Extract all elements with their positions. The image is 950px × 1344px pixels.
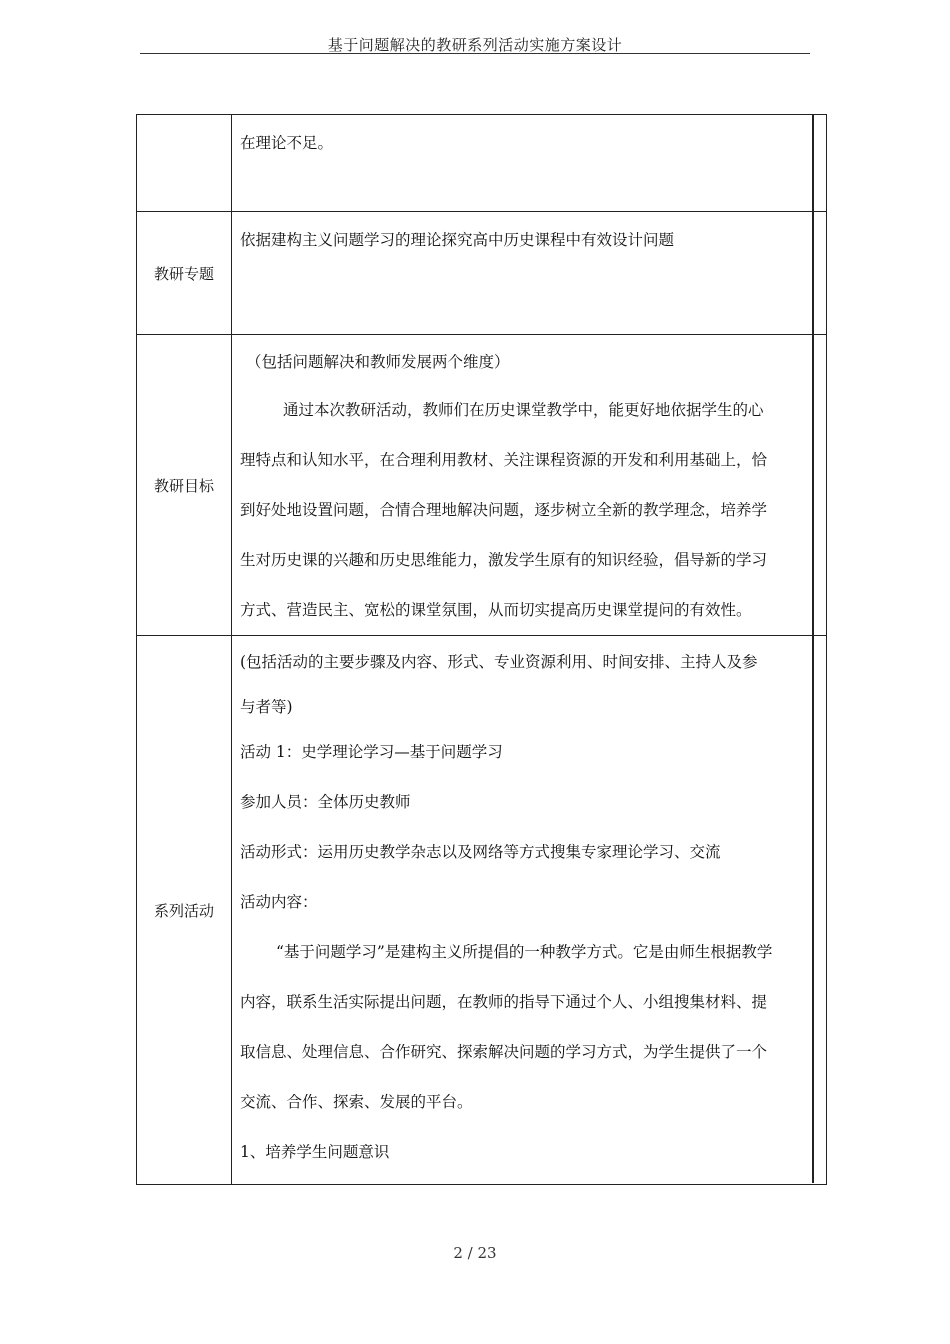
content-line: 生对历史课的兴趣和历史思维能力，激发学生原有的知识经验，倡导新的学习 xyxy=(240,551,768,569)
content-line: 活动形式：运用历史教学杂志以及网络等方式搜集专家理论学习、交流 xyxy=(240,843,721,861)
row-label-research-topic: 教研专题 xyxy=(137,212,232,335)
content-line: 与者等) xyxy=(240,698,293,716)
table-row xyxy=(137,335,827,636)
content-line: (包括活动的主要步骤及内容、形式、专业资源利用、时间安排、主持人及参 xyxy=(240,653,758,671)
content-line: 到好处地设置问题，合情合理地解决问题，逐步树立全新的教学理念，培养学 xyxy=(240,501,768,519)
content-line: 方式、营造民主、宽松的课堂氛围，从而切实提高历史课堂提问的有效性。 xyxy=(240,601,752,619)
row-label-empty xyxy=(137,115,232,212)
content-line: 理特点和认知水平，在合理利用教材、关注课程资源的开发和利用基础上，恰 xyxy=(240,451,768,469)
header-divider xyxy=(140,53,810,54)
content-line: （包括问题解决和教师发展两个维度） xyxy=(246,353,510,371)
content-line: 交流、合作、探索、发展的平台。 xyxy=(240,1093,473,1111)
content-line: 活动 1：史学理论学习—基于问题学习 xyxy=(240,743,503,761)
content-line: 1、培养学生问题意识 xyxy=(240,1143,390,1161)
content-line: 参加人员：全体历史教师 xyxy=(240,793,411,811)
content-line: 取信息、处理信息、合作研究、探索解决问题的学习方式，为学生提供了一个 xyxy=(240,1043,768,1061)
row-content xyxy=(232,636,827,1185)
row-content xyxy=(232,335,827,636)
row-content xyxy=(232,115,827,212)
content-line: 内容，联系生活实际提出问题，在教师的指导下通过个人、小组搜集材料、提 xyxy=(240,993,768,1011)
page-number: 2 / 23 xyxy=(453,1244,497,1262)
content-line: 活动内容： xyxy=(240,893,318,911)
content-line: 通过本次教研活动，教师们在历史课堂教学中，能更好地依据学生的心 xyxy=(283,401,764,419)
content-line: “基于问题学习”是建构主义所提倡的一种教学方式。它是由师生根据教学 xyxy=(276,943,773,961)
content-table xyxy=(136,114,827,1185)
row-content xyxy=(232,212,827,335)
table-row xyxy=(137,115,827,212)
table-row xyxy=(137,212,827,335)
table-right-border-shadow xyxy=(812,114,814,1183)
content-line: 依据建构主义问题学习的理论探究高中历史课程中有效设计问题 xyxy=(240,231,675,249)
page-header-title: 基于问题解决的教研系列活动实施方案设计 xyxy=(327,36,623,54)
table-row xyxy=(137,636,827,1185)
content-line: 在理论不足。 xyxy=(240,134,334,152)
row-label-research-goal: 教研目标 xyxy=(137,335,232,636)
row-label-activity-series: 系列活动 xyxy=(137,636,232,1185)
